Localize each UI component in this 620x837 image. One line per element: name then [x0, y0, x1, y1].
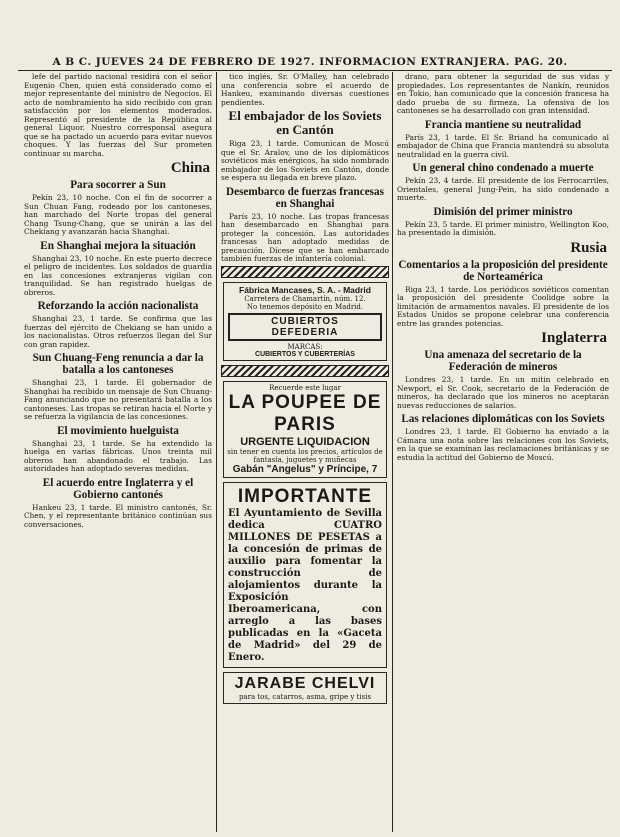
- ad-border-bottom: [221, 365, 389, 377]
- heading-reforzando: Reforzando la acción nacionalista: [37, 300, 199, 312]
- ad-cubiertos: [223, 282, 387, 361]
- section-inglaterra: Inglaterra: [541, 330, 607, 346]
- article-reforzando: Shanghai 23, 1 tarde. Se confirma que las fuerzas del ejército de Chekiang se han unido a los nacionalistas. Otros refuerzos llegan del Sur con gran rapidez.: [24, 314, 212, 349]
- section-china: China: [170, 160, 210, 176]
- ad1-marks: MARCAS:: [287, 342, 323, 351]
- heading-comentarios: Comentarios a la proposición del presidente de Norteamérica: [398, 258, 608, 283]
- article-relaciones: Londres 23, 1 tarde. El Gobierno ha enviado a la Cámara una nota sobre las relaciones con los Soviets, en la que se examinan las reclamaciones británicas y se estudia la actitud del Gobierno de Moscú.: [397, 427, 609, 462]
- ad1-brand: CUBIERTOS DEFEDERIA: [228, 313, 382, 341]
- heading-huelga: El movimiento huelguista: [57, 424, 179, 437]
- article-acuerdo: Hankeu 23, 1 tarde. El ministro cantonés, Sr. Chen, y el representante británico continúan sus conversaciones.: [24, 502, 212, 529]
- heading-shanghai: En Shanghai mejora la situación: [40, 239, 196, 252]
- heading-relaciones: Las relaciones diplomáticas con los Soviets: [401, 413, 605, 425]
- col3-intro: drano, para obtener la seguridad de sus vidas y propiedades. Los representantes de Nankín, reunidos en Tokio, han comunicado que la concesión francesa ha dado prueba de su firmeza. La ofensiva de los cantoneses se ha desarrollado con gran intensidad.: [397, 73, 609, 115]
- col1-intro: lefe del partido nacional residirá con el señor Eugenio Chen, quien está considerado como el mejor representante del ministro de Negocios. El acto de nombramiento ha sido recibido con gran satisfacción por los elementos moderados. Representó al presidente de la República al general Liquor. Nuestro corresponsal asegura que se ha pactado un acuerdo para evitar nuevos choques. Y las fuerzas del Sur prometen continuar su marcha.: [24, 73, 212, 158]
- article-huelga: Shanghai 23, 1 tarde. Se ha extendido la huelga en varias fábricas. Unos treinta mil obreros han abandonado el trabajo. Las autoridades han adoptado severas medidas.: [24, 438, 212, 473]
- jarabe-sub: para tos, catarros, asma, gripe y tisis: [238, 692, 372, 701]
- article-amenaza: Londres 23, 1 tarde. En un mitin celebrado en Newport, el Sr. Cook, secretario de la Federación de mineros, ha declarado que los mineros no aceptarán nuevas reducciones de salarios.: [397, 375, 609, 410]
- ad1-note: No tenemos depósito en Madrid.: [246, 302, 364, 311]
- ad-jarabe: [223, 672, 387, 704]
- page-header: A B C. JUEVES 24 DE FEBRERO DE 1927. INFORMACION EXTRANJERA. PAG. 20.: [52, 56, 568, 68]
- ad2-address: Gabán "Angelus" y Príncipe, 7: [232, 463, 378, 475]
- article-socorrer: Pekín 23, 10 noche. Con el fin de socorrer a Sun Chuan Fang, rodeado por los cantoneses, han marchado del Norte tropas del general Chang Tsung-Chang, que se unirán a las del Chekiang y avanzarán hacia Shanghai.: [24, 193, 212, 236]
- heading-embajador: El embajador de los Soviets en Cantón: [228, 108, 382, 137]
- article-comentarios: Riga 23, 1 tarde. Los periódicos soviéticos comentan la proposición del presidente Coolidge sobre la limitación de armamentos navales. El presidente de los Estados Unidos se propone celebrar una conferencia entre las grandes potencias.: [397, 284, 609, 328]
- heading-general: Un general chino condenado a muerte: [412, 162, 594, 174]
- ad2-desc: sin tener en cuenta los precios, artículos de fantasía, juguetes y muñecas: [227, 447, 383, 464]
- column-1: [24, 73, 212, 833]
- ad2-sale: URGENTE LIQUIDACION: [240, 435, 370, 448]
- heading-acuerdo: El acuerdo entre Inglaterra y el Gobierno cantonés: [42, 476, 194, 501]
- imp-title: IMPORTANTE: [237, 485, 373, 507]
- heading-francia: Francia mantiene su neutralidad: [424, 118, 582, 131]
- column-3: [397, 73, 609, 833]
- ad2-title: LA POUPEE DE PARIS: [228, 391, 382, 435]
- article-embajador: Riga 23, 1 tarde. Comunican de Moscú que el Sr. Aralov, uno de los diplomáticos soviéticos más enérgicos, ha sido nombrado embajador de los Soviets en Cantón, donde se espera su llegada en breve plazo.: [221, 139, 389, 182]
- jarabe-title: JARABE CHELVI: [234, 674, 376, 692]
- ad-importante: [223, 482, 387, 668]
- ad1-address: Carretera de Chamartín, núm. 12.: [244, 294, 366, 303]
- column-divider-1: [216, 72, 217, 832]
- heading-dimision: Dimisión del primer ministro: [433, 205, 573, 218]
- column-2: [221, 73, 389, 833]
- header-rule: [18, 70, 612, 71]
- article-desembarco: París 23, 10 noche. Las tropas francesas han desembarcado en Shanghai para proteger la concesión. Las autoridades francesas han adoptado medidas de precaución. Dícese que se han embarcado también fuerzas de infantería colonial.: [221, 211, 389, 263]
- article-francia: París 23, 1 tarde. El Sr. Briand ha comunicado al embajador de China que Francia mantendrá su absoluta neutralidad en la guerra civil.: [397, 132, 609, 159]
- article-general: Pekín 23, 4 tarde. El presidente de los Ferrocarriles, Orientales, general Jung-Pein, ha sido condenado a muerte.: [397, 176, 609, 202]
- ad2-top: Recuerde este lugar: [269, 383, 341, 392]
- column-divider-2: [392, 72, 393, 832]
- article-dimision: Pekín 23, 5 tarde. El primer ministro, Wellington Koo, ha presentado la dimisión.: [397, 219, 609, 237]
- imp-text: El Ayuntamiento de Sevilla dedica CUATRO MILLONES DE PESETAS a la concesión de primas de auxilio para fomentar la construcción de alojamientos durante la Exposición Iberoamericana, con arreglo a las bases publicadas en la «Gaceta de Madrid» del 29 de Enero.: [228, 507, 382, 663]
- section-rusia: Rusia: [570, 239, 607, 256]
- heading-desembarco: Desembarco de fuerzas francesas en Shanghai: [226, 185, 384, 210]
- article-sun: Shanghai 23, 1 tarde. El gobernador de Shanghai ha recibido un mensaje de Sun Chuang-Fang anunciando que no presentará batalla a los cantoneses. Las tropas se retiran hacia el Norte y se refuerza la vigilancia de las concesiones.: [24, 378, 212, 421]
- ad1-marks2: CUBIERTOS Y CUBERTERÍAS: [255, 350, 355, 358]
- col2-intro: tico inglés, Sr. O'Malley, han celebrado una conferencia sobre el acuerdo de Hankeu, examinando diversas cuestiones pendientes.: [221, 73, 389, 107]
- heading-sun: Sun Chuang-Feng renuncia a dar la batalla a los cantoneses: [32, 352, 204, 376]
- heading-socorrer: Para socorrer a Sun: [70, 179, 166, 191]
- ad1-name: Fábrica Mancases, S. A. - Madrid: [239, 284, 371, 295]
- article-shanghai: Shanghai 23, 10 noche. En este puerto decrece el peligro de incidentes. Los soldados de guardia en las concesiones extranjeras vigilan con tranquilidad. Se han registrado huelgas de obreros.: [24, 253, 212, 297]
- ad-border-top: [221, 266, 389, 278]
- heading-amenaza: Una amenaza del secretario de la Federación de mineros: [424, 349, 582, 373]
- ad-poupee: [223, 381, 387, 478]
